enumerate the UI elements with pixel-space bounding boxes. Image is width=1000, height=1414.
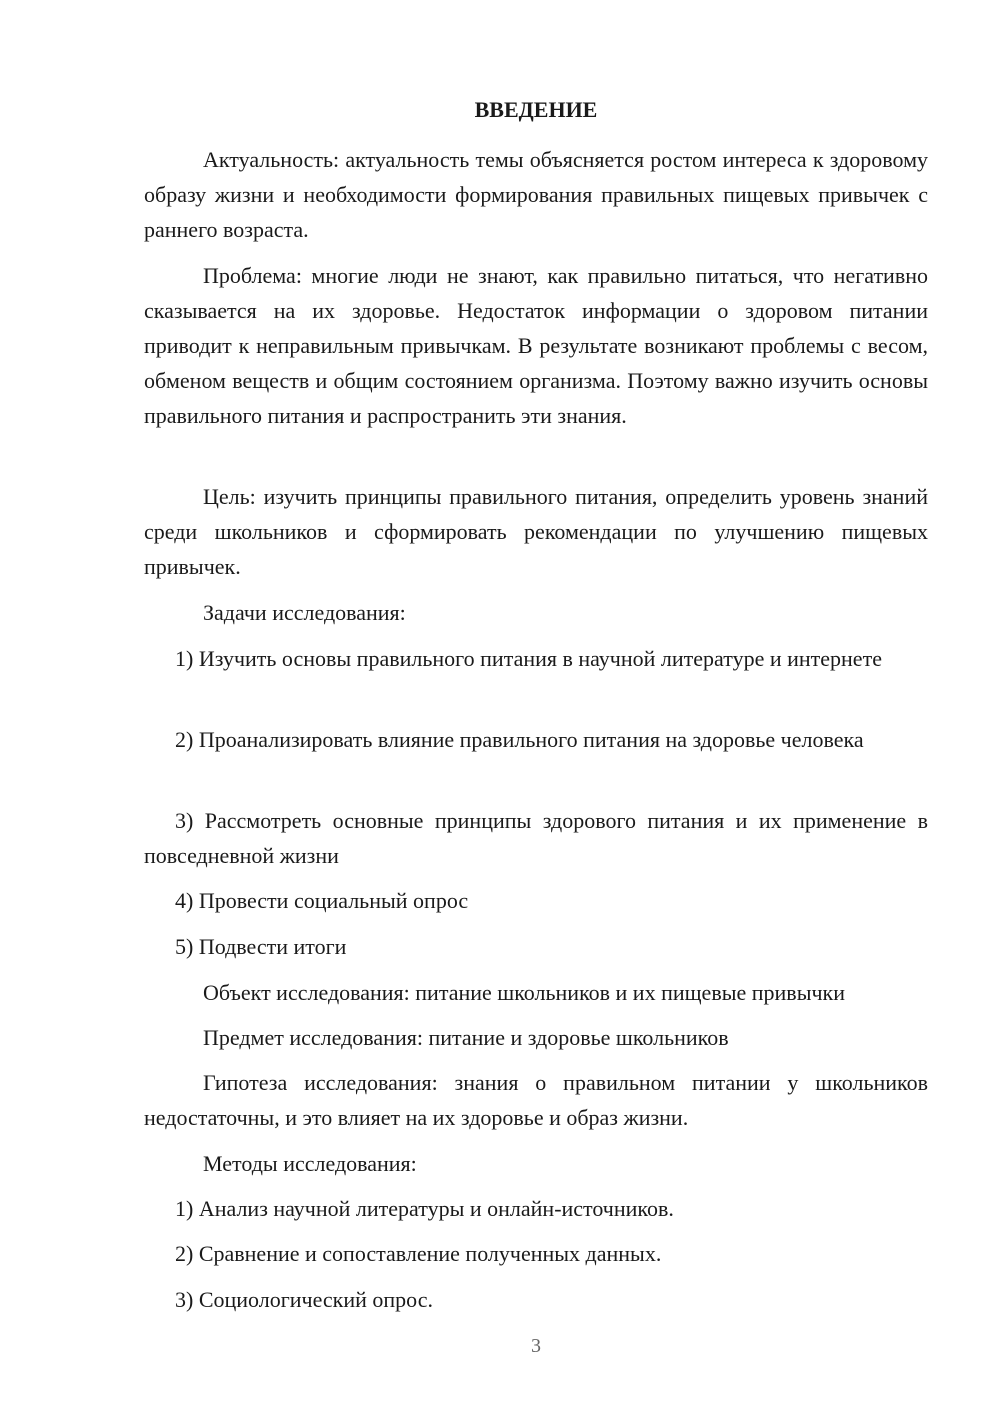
task-item: 5) Подвести итоги bbox=[175, 934, 347, 959]
object-paragraph: Объект исследования: питание школьников и их пищевые привычки bbox=[203, 980, 845, 1005]
subject-paragraph: Предмет исследования: питание и здоровье школьников bbox=[203, 1025, 729, 1050]
method-item: 3) Социологический опрос. bbox=[175, 1287, 433, 1312]
hypothesis-paragraph: Гипотеза исследования: знания о правильном питании у школьников недостаточны, и это влияет на их здоровье и образ жизни. bbox=[144, 1070, 928, 1130]
task-item: 4) Провести социальный опрос bbox=[175, 888, 469, 913]
methods-heading: Методы исследования: bbox=[203, 1151, 417, 1176]
problem-paragraph: Проблема: многие люди не знают, как правильно питаться, что негативно сказывается на их здоровье. Недостаток информации о здоровом питании приводит к неправильным привычкам. В результате возникают проблемы с весом, обменом веществ и общим состоянием организма. Поэтому важно изучить основы правильного питания и распространить эти знания. bbox=[144, 263, 928, 428]
goal-paragraph: Цель: изучить принципы правильного питания, определить уровень знаний среди школьников и сформировать рекомендации по улучшению пищевых привычек. bbox=[144, 484, 928, 579]
method-item: 2) Сравнение и сопоставление полученных данных. bbox=[175, 1241, 662, 1266]
task-item: 1) Изучить основы правильного питания в научной литературе и интернете bbox=[175, 646, 882, 671]
task-item: 2) Проанализировать влияние правильного питания на здоровье человека bbox=[175, 727, 864, 752]
task-item: 3) Рассмотреть основные принципы здорового питания и их применение в повседневной жизни bbox=[144, 808, 928, 868]
tasks-heading: Задачи исследования: bbox=[203, 600, 406, 625]
page-number: 3 bbox=[531, 1335, 541, 1357]
page-title: ВВЕДЕНИЕ bbox=[474, 97, 598, 122]
relevance-paragraph: Актуальность: актуальность темы объясняется ростом интереса к здоровому образу жизни и необходимости формирования правильных пищевых привычек с раннего возраста. bbox=[144, 147, 928, 242]
method-item: 1) Анализ научной литературы и онлайн-источников. bbox=[175, 1196, 674, 1221]
